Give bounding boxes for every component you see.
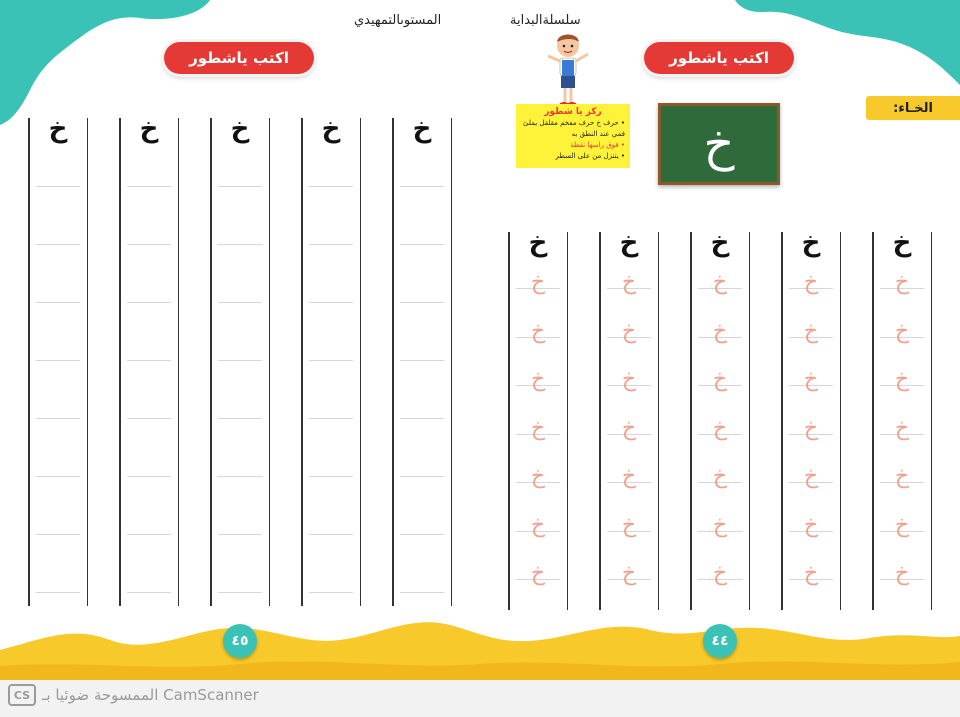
trace-letter: خ bbox=[530, 318, 546, 344]
trace-letter: خ bbox=[712, 367, 728, 392]
writing-line bbox=[36, 244, 80, 245]
writing-line bbox=[309, 592, 353, 593]
trace-letter: خ bbox=[894, 415, 910, 441]
board-letter: خ bbox=[703, 116, 735, 172]
practice-column bbox=[119, 114, 179, 606]
chalkboard bbox=[658, 103, 780, 185]
model-letter: خ bbox=[619, 228, 639, 258]
column-border bbox=[451, 118, 453, 606]
tip-line: • فوق راسها نقطة bbox=[570, 141, 625, 149]
trace-letter: خ bbox=[530, 270, 546, 295]
trace-letter: خ bbox=[621, 512, 637, 538]
tip-line: • حرف خ حرف مفخم مقلقل يملئ bbox=[523, 119, 625, 127]
column-border bbox=[392, 118, 394, 606]
trace-letter: خ bbox=[712, 561, 728, 586]
writing-line bbox=[400, 534, 444, 535]
trace-letter: خ bbox=[803, 561, 819, 586]
writing-line bbox=[218, 592, 262, 593]
trace-letter: خ bbox=[894, 367, 910, 392]
level-title: المستوىالتمهيدي bbox=[354, 13, 442, 28]
trace-letter: خ bbox=[530, 464, 546, 489]
scanner-watermark bbox=[8, 684, 259, 706]
trace-letter: خ bbox=[894, 318, 910, 344]
writing-line bbox=[400, 476, 444, 477]
model-letter: خ bbox=[48, 114, 68, 144]
writing-line bbox=[309, 302, 353, 303]
model-letter: خ bbox=[710, 228, 730, 258]
writing-line bbox=[218, 360, 262, 361]
trace-letter: خ bbox=[621, 367, 637, 392]
column-border bbox=[87, 118, 89, 606]
practice-column bbox=[28, 114, 88, 606]
writing-line bbox=[218, 244, 262, 245]
column-border bbox=[28, 118, 30, 606]
trace-letter: خ bbox=[803, 270, 819, 295]
column-border bbox=[360, 118, 362, 606]
page-number-right: ٤٤ bbox=[703, 624, 737, 658]
writing-line bbox=[309, 360, 353, 361]
writing-line bbox=[127, 534, 171, 535]
writing-line bbox=[400, 418, 444, 419]
trace-letter: خ bbox=[712, 270, 728, 295]
tip-line: • يتنزل من على السطر bbox=[555, 152, 625, 160]
trace-letter: خ bbox=[530, 561, 546, 586]
trace-letter: خ bbox=[803, 318, 819, 344]
trace-letter: خ bbox=[712, 318, 728, 344]
writing-line bbox=[127, 476, 171, 477]
practice-column bbox=[599, 228, 659, 610]
writing-line bbox=[218, 476, 262, 477]
writing-line bbox=[309, 244, 353, 245]
column-border bbox=[269, 118, 271, 606]
model-letter: خ bbox=[230, 114, 250, 144]
trace-letter: خ bbox=[803, 367, 819, 392]
letter-tag: الخـاء: bbox=[866, 96, 960, 120]
trace-letter: خ bbox=[712, 464, 728, 489]
trace-letter: خ bbox=[894, 464, 910, 489]
writing-line bbox=[218, 186, 262, 187]
trace-letter: خ bbox=[530, 512, 546, 538]
writing-line bbox=[127, 418, 171, 419]
trace-letter: خ bbox=[621, 561, 637, 586]
practice-column bbox=[508, 228, 568, 610]
trace-letter: خ bbox=[621, 464, 637, 489]
writing-line bbox=[400, 186, 444, 187]
writing-line bbox=[309, 418, 353, 419]
trace-letter: خ bbox=[621, 318, 637, 344]
tip-title: ركز يا شطور bbox=[544, 107, 602, 117]
writing-line bbox=[400, 302, 444, 303]
trace-letter: خ bbox=[803, 415, 819, 441]
model-letter: خ bbox=[528, 228, 548, 258]
writing-line bbox=[127, 360, 171, 361]
writing-line bbox=[400, 592, 444, 593]
writing-line bbox=[36, 476, 80, 477]
writing-line bbox=[400, 244, 444, 245]
trace-letter: خ bbox=[712, 415, 728, 441]
trace-letter: خ bbox=[894, 561, 910, 586]
trace-letter: خ bbox=[803, 512, 819, 538]
practice-column bbox=[690, 228, 750, 610]
writing-line bbox=[127, 302, 171, 303]
practice-column bbox=[781, 228, 841, 610]
model-letter: خ bbox=[892, 228, 912, 258]
writing-line bbox=[36, 534, 80, 535]
trace-letter: خ bbox=[894, 512, 910, 538]
practice-column bbox=[210, 114, 270, 606]
trace-letter: خ bbox=[530, 415, 546, 441]
writing-line bbox=[218, 534, 262, 535]
model-letter: خ bbox=[412, 114, 432, 144]
model-letter: خ bbox=[139, 114, 159, 144]
writing-line bbox=[127, 244, 171, 245]
column-border bbox=[301, 118, 303, 606]
scanner-text: الممسوحة ضوئيا بـ CamScanner bbox=[42, 686, 259, 704]
writing-line bbox=[127, 592, 171, 593]
writing-line bbox=[309, 476, 353, 477]
writing-line bbox=[36, 418, 80, 419]
right-instruction-label: اكتب ياشطور bbox=[644, 42, 794, 74]
camscanner-logo: CS bbox=[8, 684, 36, 706]
writing-line bbox=[36, 302, 80, 303]
writing-line bbox=[309, 534, 353, 535]
writing-line bbox=[400, 360, 444, 361]
column-border bbox=[210, 118, 212, 606]
writing-line bbox=[36, 592, 80, 593]
kid-illustration bbox=[540, 30, 596, 110]
writing-line bbox=[218, 418, 262, 419]
trace-letter: خ bbox=[803, 464, 819, 489]
writing-line bbox=[127, 186, 171, 187]
column-border bbox=[119, 118, 121, 606]
tip-box bbox=[516, 104, 630, 168]
page-number-left: ٤٥ bbox=[223, 624, 257, 658]
practice-column bbox=[392, 114, 452, 606]
writing-line bbox=[218, 302, 262, 303]
practice-column bbox=[872, 228, 932, 610]
trace-letter: خ bbox=[894, 270, 910, 295]
column-border bbox=[178, 118, 180, 606]
model-letter: خ bbox=[801, 228, 821, 258]
trace-letter: خ bbox=[712, 512, 728, 538]
writing-line bbox=[309, 186, 353, 187]
trace-letter: خ bbox=[621, 415, 637, 441]
writing-line bbox=[36, 360, 80, 361]
series-title: سلسلةالبداية bbox=[510, 13, 581, 28]
model-letter: خ bbox=[321, 114, 341, 144]
left-instruction-label: اكتب ياشطور bbox=[164, 42, 314, 74]
trace-letter: خ bbox=[621, 270, 637, 295]
trace-letter: خ bbox=[530, 367, 546, 392]
practice-column bbox=[301, 114, 361, 606]
writing-line bbox=[36, 186, 80, 187]
tip-line: فمي عند النطق به bbox=[571, 130, 625, 138]
